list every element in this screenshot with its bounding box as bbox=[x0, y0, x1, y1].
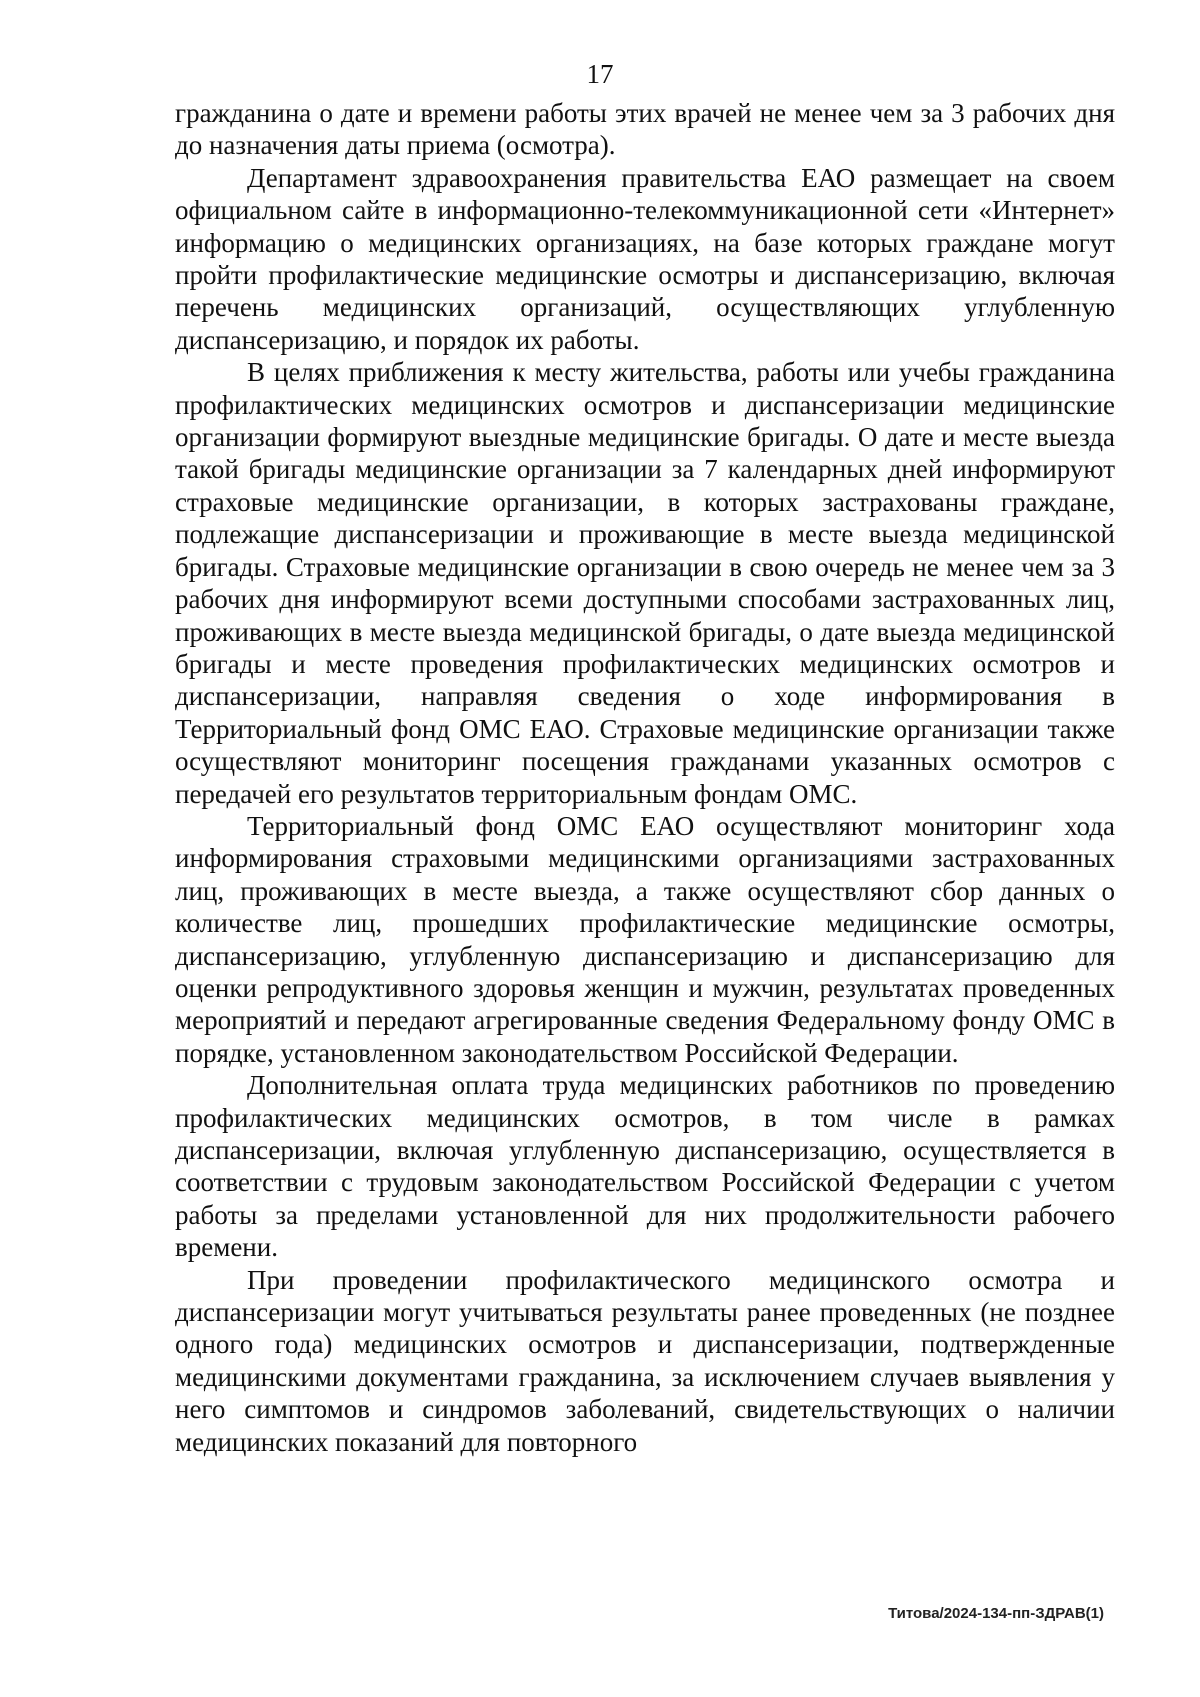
page-number: 17 bbox=[586, 59, 614, 89]
paragraph-mobile-medical-teams: В целях приближения к месту жительства, работы или учебы гражданина профилактических медицинских осмотров и диспансеризации медицинские организации формируют выездные медицинские бригады. О дате и месте выезда такой бригады медицинские организации за 7 календарных дней информируют страховые медицинские организации, в которых застрахованы граждане, подлежащие диспансеризации и проживающие в месте выезда медицинской бригады. Страховые медицинские организации в свою очередь не менее чем за 3 рабочих дня информируют всеми доступными способами застрахованных лиц, проживающих в месте выезда медицинской бригады, о дате выезда медицинской бригады и месте проведения профилактических медицинских осмотров и диспансеризации, направляя сведения о ходе информирования в Территориальный фонд ОМС ЕАО. Страховые медицинские организации также осуществляют мониторинг посещения гражданами указанных осмотров с передачей его результатов территориальным фондам ОМС. bbox=[175, 357, 1115, 809]
paragraph-additional-pay: Дополнительная оплата труда медицинских работников по проведению профилактических медицинских осмотров, в том числе в рамках диспансеризации, включая углубленную диспансеризацию, осуществляется в соответствии с трудовым законодательством Российской Федерации с учетом работы за пределами установленной для них продолжительности рабочего времени. bbox=[175, 1070, 1115, 1263]
paragraph-health-department-website: Департамент здравоохранения правительства ЕАО размещает на своем официальном сайте в информационно-телекоммуникационной сети «Интернет» информацию о медицинских организациях, на базе которых граждане могут пройти профилактические медицинские осмотры и диспансеризацию, включая перечень медицинских организаций, осуществляющих углубленную диспансеризацию, и порядок их работы. bbox=[175, 162, 1115, 355]
paragraph-territorial-fund-monitoring: Территориальный фонд ОМС ЕАО осуществляют мониторинг хода информирования страховыми медицинскими организациями застрахованных лиц, проживающих в месте выезда, а также осуществляют сбор данных о количестве лиц, прошедших профилактические медицинские осмотры, диспансеризацию, углубленную диспансеризацию и диспансеризацию для оценки репродуктивного здоровья женщин и мужчин, результатах проведенных мероприятий и передают агрегированные сведения Федеральному фонду ОМС в порядке, установленном законодательством Российской Федерации. bbox=[175, 810, 1115, 1068]
paragraph-continuation: гражданина о дате и времени работы этих врачей не менее чем за 3 рабочих дня до назначения даты приема (осмотра). bbox=[175, 98, 1115, 161]
document-body bbox=[175, 97, 1115, 1458]
document-reference-code: Титова/2024-134-пп-ЗДРАВ(1) bbox=[888, 1605, 1104, 1622]
paragraph-previous-results: При проведении профилактического медицинского осмотра и диспансеризации могут учитываться результаты ранее проведенных (не позднее одного года) медицинских осмотров и диспансеризации, подтвержденные медицинскими документами гражданина, за исключением случаев выявления у него симптомов и синдромов заболеваний, свидетельствующих о наличии медицинских показаний для повторного bbox=[175, 1264, 1115, 1457]
